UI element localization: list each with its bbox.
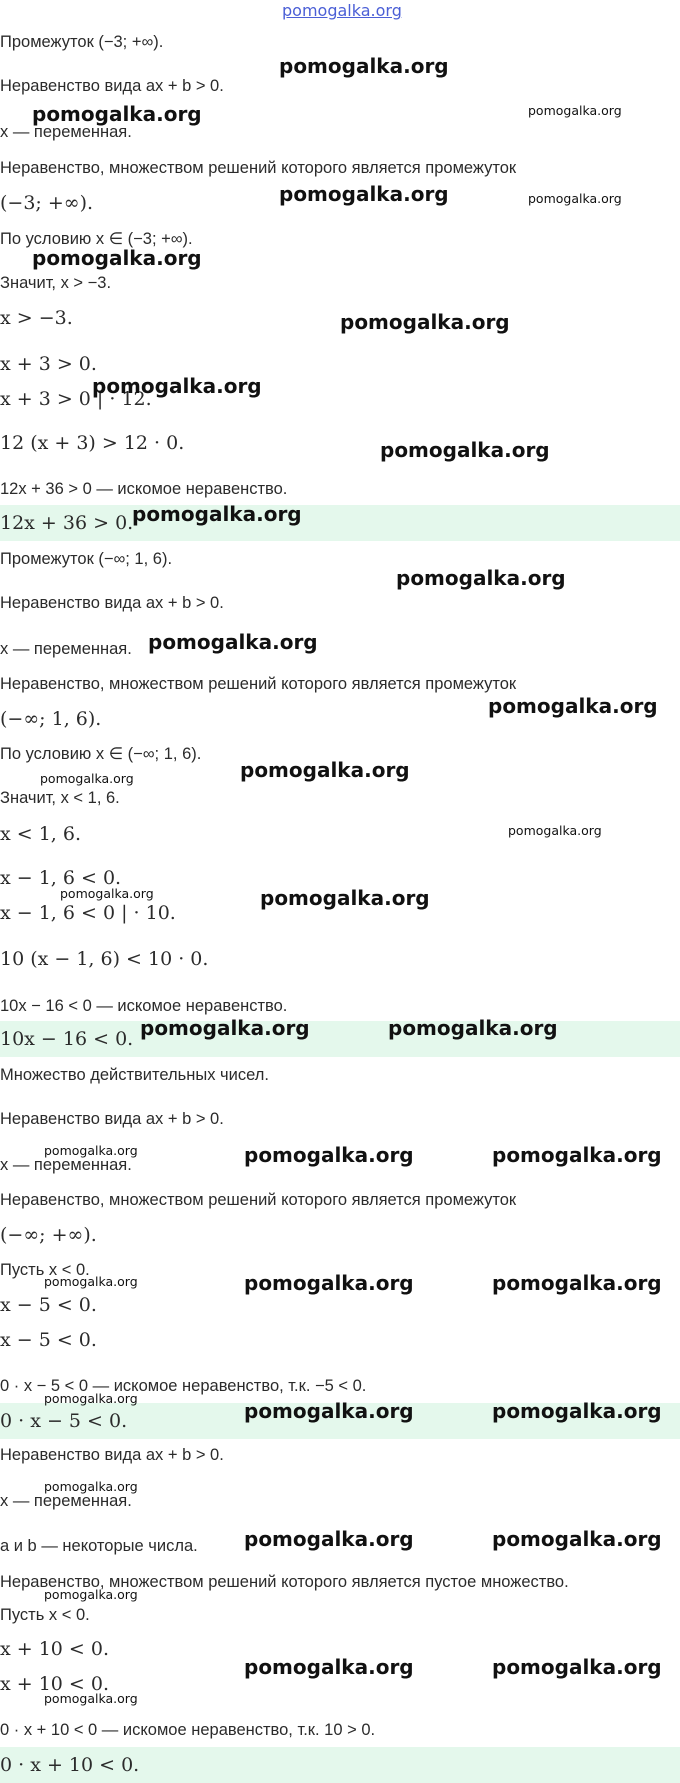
watermark: pomogalka.org	[40, 771, 134, 786]
answer-line: 0 · x − 5 < 0.	[0, 1410, 128, 1432]
watermark: pomogalka.org	[340, 310, 510, 334]
watermark: pomogalka.org	[44, 1479, 138, 1494]
text-line: Значит, x > −3.	[0, 274, 112, 292]
watermark: pomogalka.org	[44, 1587, 138, 1602]
text-line: Неравенство, множеством решений которого является промежуток	[0, 159, 517, 177]
text-line: 0 · x − 5 < 0 — искомое неравенство, т.к. −5 < 0.	[0, 1377, 367, 1395]
math-line: x − 5 < 0.	[0, 1329, 97, 1351]
text-line: По условию x ∈ (−3; +∞).	[0, 230, 193, 248]
watermark: pomogalka.org	[244, 1527, 414, 1551]
watermark: pomogalka.org	[388, 1016, 558, 1040]
math-line: x − 5 < 0.	[0, 1294, 97, 1316]
watermark: pomogalka.org	[492, 1271, 662, 1295]
text-line: Промежуток (−∞; 1, 6).	[0, 550, 173, 568]
watermark: pomogalka.org	[44, 1691, 138, 1706]
watermark: pomogalka.org	[32, 246, 202, 270]
math-line: (−3; +∞).	[0, 192, 94, 214]
math-line: x − 1, 6 < 0.	[0, 867, 122, 889]
math-line: x + 3 > 0 | · 12.	[0, 388, 152, 410]
watermark: pomogalka.org	[528, 103, 622, 118]
watermark: pomogalka.org	[44, 1391, 138, 1406]
answer-line: 10x − 16 < 0.	[0, 1028, 134, 1050]
text-line: Множество действительных чисел.	[0, 1066, 269, 1084]
watermark: pomogalka.org	[508, 823, 602, 838]
text-line: Неравенство, множеством решений которого является промежуток	[0, 675, 517, 693]
math-line: x < 1, 6.	[0, 823, 82, 845]
text-line: x — переменная.	[0, 640, 132, 658]
watermark: pomogalka.org	[492, 1527, 662, 1551]
answer-line: 12x + 36 > 0.	[0, 512, 134, 534]
text-line: Неравенство вида ax + b > 0.	[0, 594, 224, 612]
watermark: pomogalka.org	[32, 102, 202, 126]
text-line: Неравенство вида ax + b > 0.	[0, 1446, 224, 1464]
text-line: Промежуток (−3; +∞).	[0, 33, 164, 51]
text-line: Пусть x < 0.	[0, 1606, 90, 1624]
text-line: Значит, x < 1, 6.	[0, 789, 120, 807]
watermark: pomogalka.org	[492, 1399, 662, 1423]
math-line: x + 3 > 0.	[0, 353, 97, 375]
watermark: pomogalka.org	[380, 438, 550, 462]
watermark: pomogalka.org	[44, 1274, 138, 1289]
watermark: pomogalka.org	[60, 886, 154, 901]
math-line: 10 (x − 1, 6) < 10 · 0.	[0, 948, 209, 970]
text-line: Неравенство, множеством решений которого является промежуток	[0, 1191, 517, 1209]
watermark: pomogalka.org	[244, 1143, 414, 1167]
text-line: a и b — некоторые числа.	[0, 1537, 198, 1555]
watermark: pomogalka.org	[140, 1016, 310, 1040]
watermark: pomogalka.org	[396, 566, 566, 590]
text-line: x — переменная.	[0, 1492, 132, 1510]
math-line: 12 (x + 3) > 12 · 0.	[0, 432, 185, 454]
math-line: (−∞; +∞).	[0, 1224, 97, 1246]
math-line: x + 10 < 0.	[0, 1673, 110, 1695]
text-line: x — переменная.	[0, 123, 132, 141]
watermark: pomogalka.org	[244, 1399, 414, 1423]
watermark: pomogalka.org	[492, 1143, 662, 1167]
text-line: x — переменная.	[0, 1156, 132, 1174]
text-line: Неравенство вида ax + b > 0.	[0, 1110, 224, 1128]
text-line: Неравенство, множеством решений которого является пустое множество.	[0, 1573, 569, 1591]
watermark: pomogalka.org	[260, 886, 430, 910]
math-line: x > −3.	[0, 307, 73, 329]
site-link[interactable]: pomogalka.org	[282, 1, 402, 20]
text-line: Пусть x < 0.	[0, 1261, 90, 1279]
watermark: pomogalka.org	[492, 1655, 662, 1679]
watermark: pomogalka.org	[528, 191, 622, 206]
watermark: pomogalka.org	[44, 1143, 138, 1158]
text-line: 10x − 16 < 0 — искомое неравенство.	[0, 997, 288, 1015]
answer-line: 0 · x + 10 < 0.	[0, 1754, 140, 1776]
watermark: pomogalka.org	[240, 758, 410, 782]
text-line: 12x + 36 > 0 — искомое неравенство.	[0, 480, 288, 498]
text-line: Неравенство вида ax + b > 0.	[0, 77, 224, 95]
watermark: pomogalka.org	[279, 54, 449, 78]
watermark: pomogalka.org	[488, 694, 658, 718]
text-line: 0 · x + 10 < 0 — искомое неравенство, т.к. 10 > 0.	[0, 1721, 376, 1739]
watermark: pomogalka.org	[92, 374, 262, 398]
math-line: x − 1, 6 < 0 | · 10.	[0, 902, 176, 924]
text-line: По условию x ∈ (−∞; 1, 6).	[0, 745, 202, 763]
math-line: (−∞; 1, 6).	[0, 708, 102, 730]
watermark: pomogalka.org	[148, 630, 318, 654]
watermark: pomogalka.org	[244, 1655, 414, 1679]
watermark: pomogalka.org	[244, 1271, 414, 1295]
watermark: pomogalka.org	[279, 182, 449, 206]
watermark: pomogalka.org	[132, 502, 302, 526]
math-line: x + 10 < 0.	[0, 1638, 110, 1660]
